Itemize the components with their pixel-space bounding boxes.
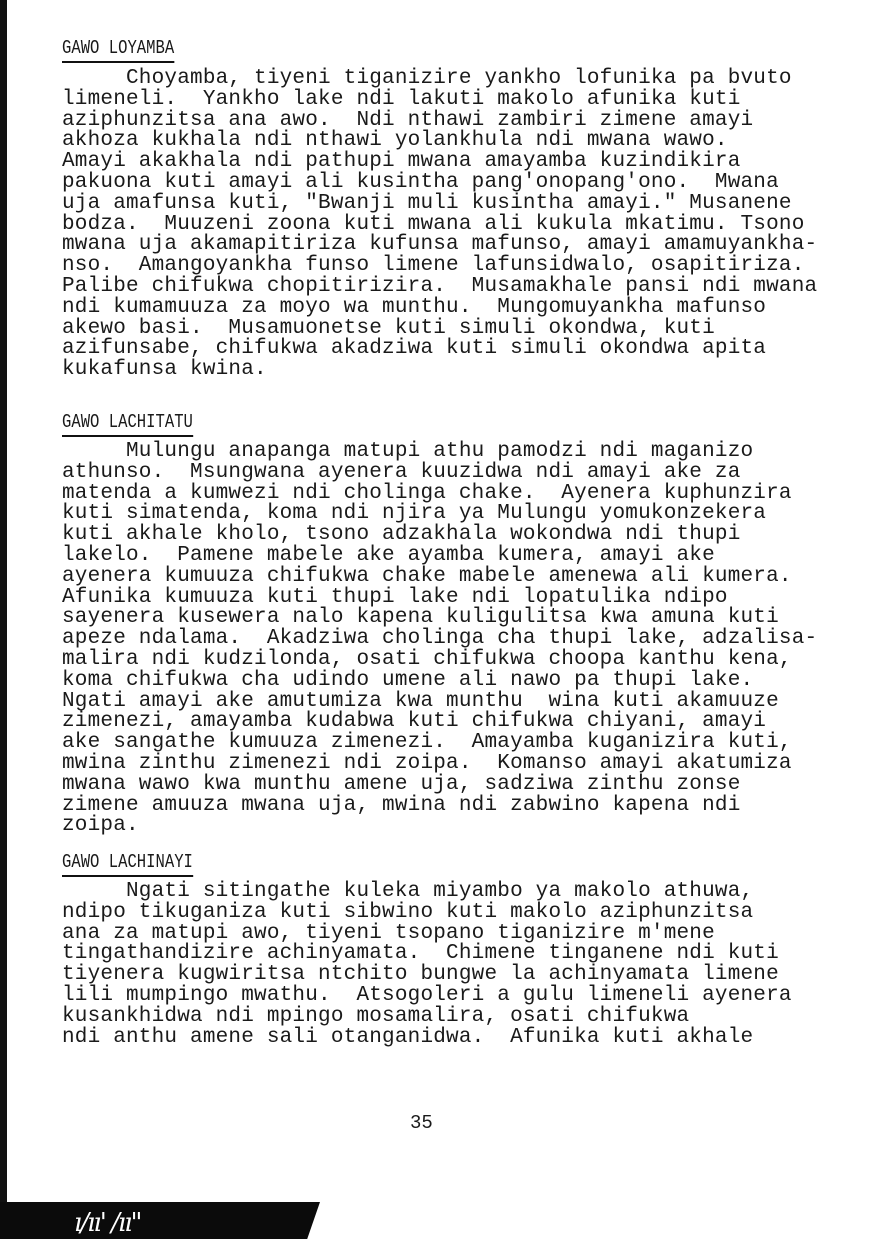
text-line: ndi anthu amene sali otanganidwa. Afunika kuti akhale xyxy=(62,1025,754,1049)
text-line: akhoza kukhala ndi nthawi yolankhula ndi mwana wawo. xyxy=(62,129,728,153)
text-line: tiyenera kugwiritsa ntchito bungwe la achinyamata limene xyxy=(62,963,779,987)
text-line: kukafunsa kwina. xyxy=(62,358,267,382)
text-line: nso. Amangoyankha funso limene lafunsidwalo, osapitiriza. xyxy=(62,254,805,278)
text-line: matenda a kumwezi ndi cholinga chake. Ayenera kuphunzira xyxy=(62,481,792,505)
text-line: ayenera kumuuza chifukwa chake mabele amenewa ali kumera. xyxy=(62,564,792,588)
text-line: athunso. Msungwana ayenera kuuzidwa ndi amayi ake za xyxy=(62,460,741,484)
text-line: limeneli. Yankho lake ndi lakuti makolo afunika kuti xyxy=(62,87,741,111)
text-line: ake sangathe kumuuza zimenezi. Amayamba kuganizira kuti, xyxy=(62,731,792,755)
text-line: Ngati sitingathe kuleka miyambo ya makolo athuwa, xyxy=(62,880,754,903)
section-heading-1: GAWO LOYAMBA xyxy=(62,38,174,63)
section-body-2 xyxy=(62,442,817,837)
text-line: koma chifukwa cha udindo umene ali nawo pa thupi lake. xyxy=(62,668,754,692)
text-line: sayenera kusewera nalo kapena kuligulitsa kwa amuna kuti xyxy=(62,606,779,630)
page-number: 35 xyxy=(410,1112,433,1134)
text-line: azifunsabe, chifukwa akadziwa kuti simuli okondwa apita xyxy=(62,337,767,361)
text-line: mwana wawo kwa munthu amene uja, sadziwa zinthu zonse xyxy=(62,772,741,796)
text-line: mwana uja akamapitiriza kufunsa mafunso, amayi amamuyankha- xyxy=(62,233,818,257)
text-line: zoipa. xyxy=(62,814,139,838)
text-line: aziphunzitsa ana awo. Ndi nthawi zambiri zimene amayi xyxy=(62,108,754,132)
text-line: malira ndi kudzilonda, osati chifukwa choopa kanthu kena, xyxy=(62,647,792,671)
text-line: tingathandizire achinyamata. Chimene tinganene ndi kuti xyxy=(62,942,779,966)
scan-smudge-marks: ı/ıı' /ıı" xyxy=(74,1208,141,1238)
text-line: ana za matupi awo, tiyeni tsopano tiganizire m'mene xyxy=(62,921,715,945)
text-line: Afunika kumuuza kuti thupi lake ndi lopatulika ndipo xyxy=(62,585,728,609)
text-line: pakuona kuti amayi ali kusintha pang'onopang'ono. Mwana xyxy=(62,170,779,194)
text-line: kuti simatenda, koma ndi njira ya Mulungu yomukonzekera xyxy=(62,502,767,526)
section-body-3 xyxy=(62,882,792,1048)
text-line: uja amafunsa kuti, "Bwanji muli kusintha amayi." Musanene xyxy=(62,191,792,215)
scan-edge-shadow xyxy=(0,0,7,1239)
text-line: bodza. Muuzeni zoona kuti mwana ali kukula mkatimu. Tsono xyxy=(62,212,805,236)
scan-smudge xyxy=(0,1202,320,1239)
text-line: mwina zinthu zimenezi ndi zoipa. Komanso amayi akatumiza xyxy=(62,751,792,775)
text-line: Amayi akakhala ndi pathupi mwana amayamba kuzindikira xyxy=(62,150,741,174)
section-body-1 xyxy=(62,69,817,381)
text-line: Palibe chifukwa chopitirizira. Musamakhale pansi ndi mwana xyxy=(62,274,818,298)
text-line: ndipo tikuganiza kuti sibwino kuti makolo aziphunzitsa xyxy=(62,900,754,924)
section-heading-3: GAWO LACHINAYI xyxy=(62,852,193,877)
text-line: Choyamba, tiyeni tiganizire yankho lofunika pa bvuto xyxy=(62,67,792,90)
text-line: Mulungu anapanga matupi athu pamodzi ndi maganizo xyxy=(62,440,754,463)
text-line: Ngati amayi ake amutumiza kwa munthu wina kuti akamuuze xyxy=(62,689,779,713)
section-heading-2: GAWO LACHITATU xyxy=(62,412,193,437)
text-line: ndi kumamuuza za moyo wa munthu. Mungomuyankha mafunso xyxy=(62,295,767,319)
text-line: zimene amuuza mwana uja, mwina ndi zabwino kapena ndi xyxy=(62,793,741,817)
text-line: akewo basi. Musamuonetse kuti simuli okondwa, kuti xyxy=(62,316,715,340)
text-line: zimenezi, amayamba kudabwa kuti chifukwa chiyani, amayi xyxy=(62,710,767,734)
text-line: kuti akhale kholo, tsono adzakhala wokondwa ndi thupi xyxy=(62,523,741,547)
text-line: lakelo. Pamene mabele ake ayamba kumera, amayi ake xyxy=(62,543,715,567)
text-line: kusankhidwa ndi mpingo mosamalira, osati chifukwa xyxy=(62,1004,690,1028)
text-line: lili mumpingo mwathu. Atsogoleri a gulu limeneli ayenera xyxy=(62,983,792,1007)
text-line: apeze ndalama. Akadziwa cholinga cha thupi lake, adzalisa- xyxy=(62,627,818,651)
